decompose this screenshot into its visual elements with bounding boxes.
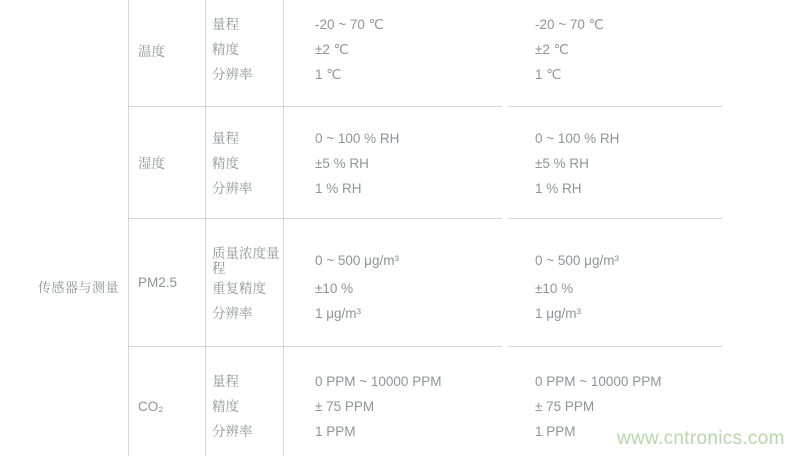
spec-value-col2: ± 75 PPM <box>535 399 595 414</box>
param-label: 精度 <box>212 399 239 414</box>
spec-value-col2: 1 % RH <box>535 181 582 196</box>
sensor-group-pm25 <box>128 218 722 346</box>
spec-value-col2: 1 μg/m³ <box>535 306 582 321</box>
spec-value-col1: ±5 % RH <box>315 156 369 171</box>
spec-value-col2: 1 ℃ <box>535 67 562 82</box>
param-label: 分辨率 <box>212 424 253 439</box>
param-label: 量程 <box>212 17 239 32</box>
sensor-name: 湿度 <box>138 156 165 171</box>
spec-value-col1: 1 ℃ <box>315 67 342 82</box>
spec-value-col1: 1 % RH <box>315 181 362 196</box>
sensor-name: 温度 <box>138 43 165 59</box>
site-watermark: www.cntronics.com <box>617 428 785 449</box>
spec-value-col2: 0 ~ 500 μg/m³ <box>535 253 619 268</box>
spec-value-col1: 0 ~ 500 μg/m³ <box>315 253 399 268</box>
category-label: 传感器与测量 <box>38 280 120 295</box>
spec-value-col2: 0 PPM ~ 10000 PPM <box>535 374 662 389</box>
spec-value-col2: ±10 % <box>535 281 574 296</box>
spec-row <box>205 301 722 326</box>
spec-row <box>205 369 722 394</box>
sensor-name: CO₂ <box>138 398 164 414</box>
spec-value-col2: 1 PPM <box>535 424 576 439</box>
spec-value-col1: ± 75 PPM <box>315 399 375 414</box>
spec-value-col1: ±2 ℃ <box>315 42 349 57</box>
spec-value-col1: 0 PPM ~ 10000 PPM <box>315 374 442 389</box>
spec-value-col1: -20 ~ 70 ℃ <box>315 17 384 32</box>
spec-row <box>205 176 722 201</box>
spec-row <box>205 37 722 62</box>
spec-row <box>205 246 722 276</box>
param-label: 分辨率 <box>212 306 253 321</box>
spec-value-col1: 1 μg/m³ <box>315 306 362 321</box>
spec-row <box>205 126 722 151</box>
sensor-group-humidity <box>128 106 722 218</box>
spec-value-col2: ±5 % RH <box>535 156 589 171</box>
spec-row <box>205 394 722 419</box>
spec-row <box>205 151 722 176</box>
param-label: 分辨率 <box>212 67 253 82</box>
param-label: 质量浓度量程 <box>212 246 280 276</box>
spec-value-col2: -20 ~ 70 ℃ <box>535 17 604 32</box>
spec-value-col1: 1 PPM <box>315 424 356 439</box>
spec-value-col2: 0 ~ 100 % RH <box>535 131 620 146</box>
sensor-group-temperature <box>128 0 722 106</box>
param-label: 精度 <box>212 42 239 57</box>
spec-value-col1: ±10 % <box>315 281 354 296</box>
param-label: 重复精度 <box>212 281 266 296</box>
sensor-name: PM2.5 <box>138 274 178 290</box>
param-label: 精度 <box>212 156 239 171</box>
param-label: 分辨率 <box>212 181 253 196</box>
param-label: 量程 <box>212 374 239 389</box>
spec-value-col2: ±2 ℃ <box>535 42 569 57</box>
spec-row <box>205 276 722 301</box>
spec-row <box>205 12 722 37</box>
spec-row <box>205 62 722 87</box>
spec-value-col1: 0 ~ 100 % RH <box>315 131 400 146</box>
param-label: 量程 <box>212 131 239 146</box>
